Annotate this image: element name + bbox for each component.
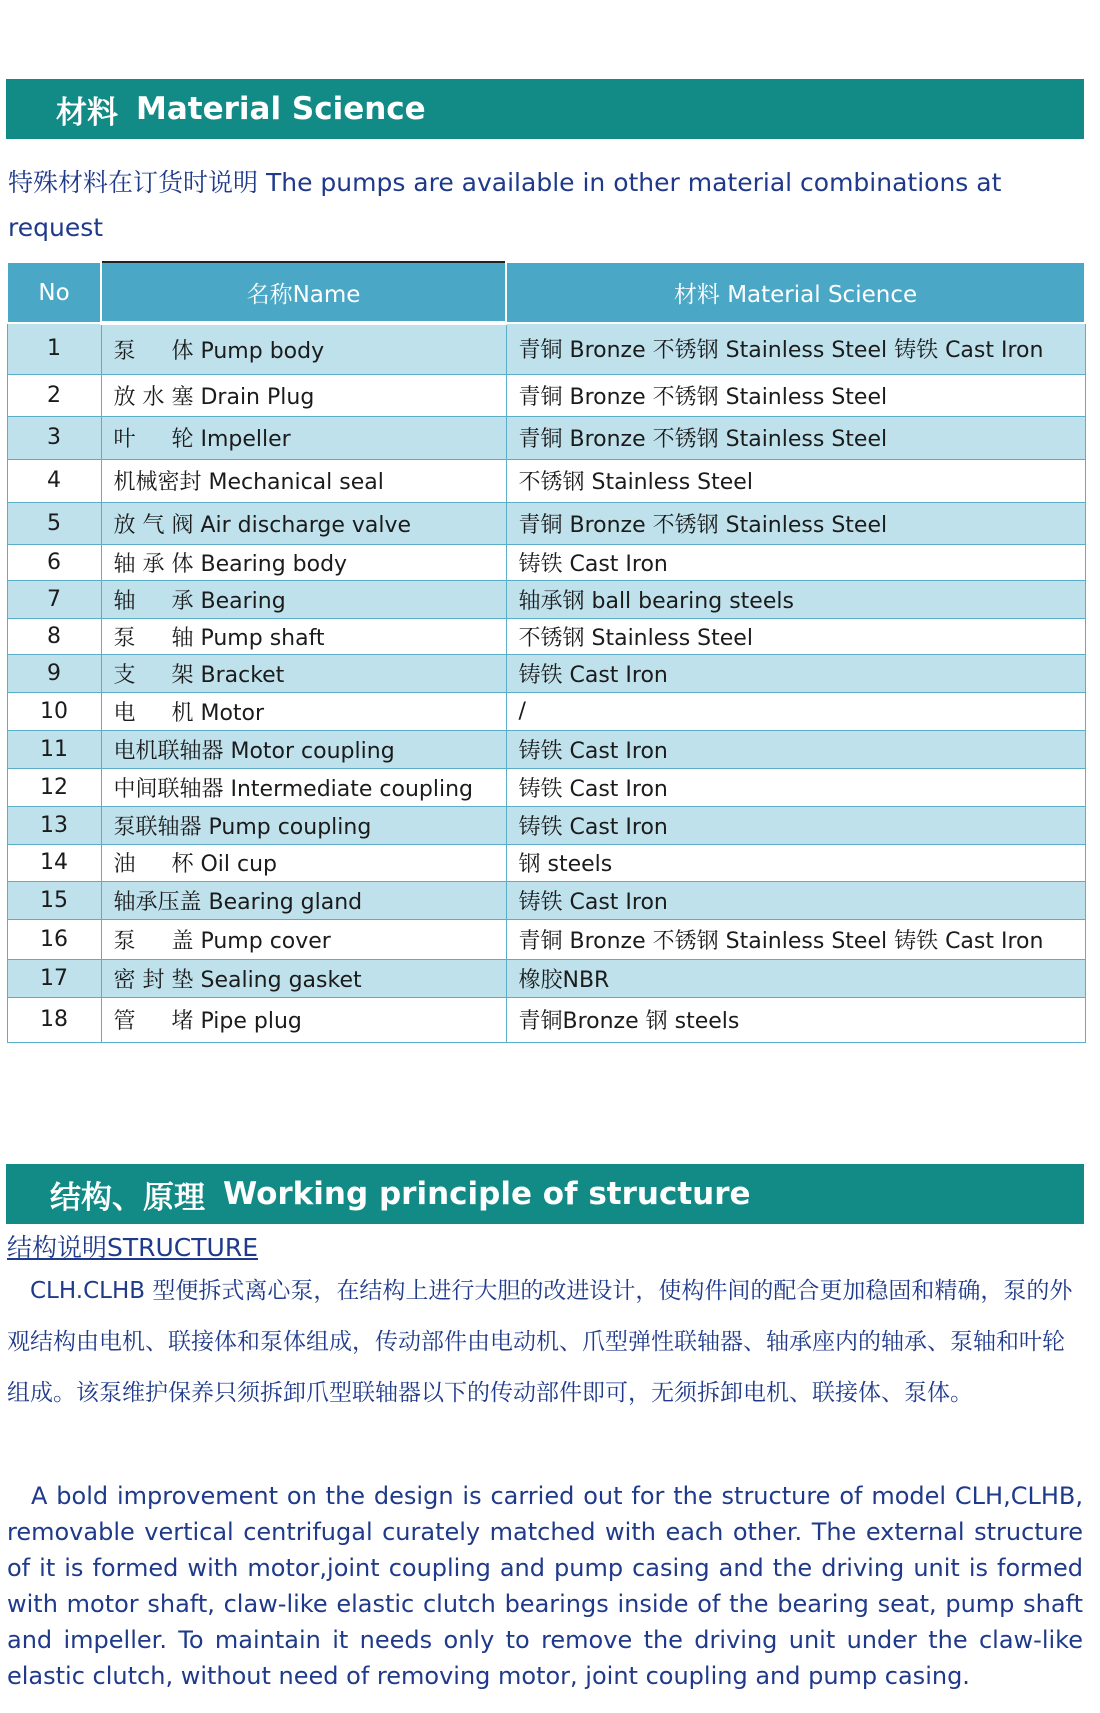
row-name-cell: 轴承压盖 Bearing gland xyxy=(101,881,506,919)
row-name-cell: 叶 轮 Impeller xyxy=(101,416,506,459)
row-material-cell: 青铜Bronze 钢 steels xyxy=(506,997,1085,1042)
table-row xyxy=(7,502,1085,544)
row-material-cell: 青铜 Bronze 不锈钢 Stainless Steel xyxy=(506,502,1085,544)
structure-subtitle: 结构说明STRUCTURE xyxy=(7,1233,259,1262)
material-table-body xyxy=(7,323,1085,1042)
row-material-cell: 铸铁 Cast Iron xyxy=(506,654,1085,692)
table-row xyxy=(7,580,1085,618)
table-row xyxy=(7,544,1085,580)
table-row xyxy=(7,654,1085,692)
row-material-cell: 不锈钢 Stainless Steel xyxy=(506,459,1085,502)
table-row xyxy=(7,997,1085,1042)
row-no-cell: 4 xyxy=(7,459,101,502)
row-material-cell: 不锈钢 Stainless Steel xyxy=(506,618,1085,654)
row-name-cell: 轴 承 Bearing xyxy=(101,580,506,618)
table-row xyxy=(7,806,1085,844)
table-row xyxy=(7,323,1085,374)
structure-paragraph-en: A bold improvement on the design is carried out for the structure of model CLH,CLHB, removable vertical centrifugal curately matched with each other. The external structure of it is formed with motor,joint coupling and pump casing and the driving unit is formed with motor shaft, claw-like elastic clutch bearings inside of the bearing seat, pump shaft and impeller. To maintain it needs only to remove the driving unit under the claw-like elastic clutch, without need of removing motor, joint coupling and pump casing. xyxy=(7,1482,1083,1690)
row-no-cell: 13 xyxy=(7,806,101,844)
row-material-cell: / xyxy=(506,692,1085,730)
row-name-cell: 泵 体 Pump body xyxy=(101,323,506,374)
structure-section-banner xyxy=(6,1164,1084,1224)
row-name-cell: 油 杯 Oil cup xyxy=(101,844,506,881)
row-material-cell: 铸铁 Cast Iron xyxy=(506,768,1085,806)
structure-paragraph-cn: CLH.CLHB 型便拆式离心泵，在结构上进行大胆的改进设计，使构件间的配合更加稳固和精确，泵的外观结构由电机、联接体和泵体组成，传动部件由电动机、爪型弹性联轴器、轴承座内的轴承、泵轴和叶轮组成。该泵维护保养只须拆卸爪型联轴器以下的传动部件即可，无须拆卸电机、联接体、泵体。 xyxy=(7,1278,1073,1406)
table-row xyxy=(7,919,1085,959)
table-row xyxy=(7,768,1085,806)
structure-title-cn: 结构、原理 xyxy=(50,1179,205,1216)
material-note: 特殊材料在订货时说明 The pumps are available in other material combinations at request xyxy=(8,168,1002,242)
row-name-cell: 电 机 Motor xyxy=(101,692,506,730)
row-no-cell: 15 xyxy=(7,881,101,919)
header-material: 材料 Material Science xyxy=(506,262,1085,323)
material-table xyxy=(6,261,1086,1043)
row-material-cell: 铸铁 Cast Iron xyxy=(506,730,1085,768)
row-no-cell: 11 xyxy=(7,730,101,768)
table-header-row xyxy=(7,262,1085,323)
row-material-cell: 青铜 Bronze 不锈钢 Stainless Steel 铸铁 Cast Iron xyxy=(506,919,1085,959)
row-no-cell: 2 xyxy=(7,374,101,416)
row-name-cell: 电机联轴器 Motor coupling xyxy=(101,730,506,768)
row-name-cell: 支 架 Bracket xyxy=(101,654,506,692)
row-no-cell: 1 xyxy=(7,323,101,374)
row-no-cell: 7 xyxy=(7,580,101,618)
row-material-cell: 轴承钢 ball bearing steels xyxy=(506,580,1085,618)
row-no-cell: 5 xyxy=(7,502,101,544)
row-material-cell: 橡胶NBR xyxy=(506,959,1085,997)
row-name-cell: 放 水 塞 Drain Plug xyxy=(101,374,506,416)
row-name-cell: 泵联轴器 Pump coupling xyxy=(101,806,506,844)
row-no-cell: 6 xyxy=(7,544,101,580)
row-material-cell: 青铜 Bronze 不锈钢 Stainless Steel 铸铁 Cast Iron xyxy=(506,323,1085,374)
material-section-banner xyxy=(6,79,1084,139)
material-title-cn: 材料 xyxy=(56,94,118,131)
header-no: No xyxy=(7,262,101,323)
row-material-cell: 铸铁 Cast Iron xyxy=(506,544,1085,580)
table-row xyxy=(7,618,1085,654)
row-name-cell: 密 封 垫 Sealing gasket xyxy=(101,959,506,997)
row-name-cell: 泵 盖 Pump cover xyxy=(101,919,506,959)
row-name-cell: 管 堵 Pipe plug xyxy=(101,997,506,1042)
row-name-cell: 机械密封 Mechanical seal xyxy=(101,459,506,502)
row-material-cell: 青铜 Bronze 不锈钢 Stainless Steel xyxy=(506,374,1085,416)
row-no-cell: 14 xyxy=(7,844,101,881)
table-row xyxy=(7,459,1085,502)
table-row xyxy=(7,374,1085,416)
row-name-cell: 轴 承 体 Bearing body xyxy=(101,544,506,580)
row-no-cell: 9 xyxy=(7,654,101,692)
table-row xyxy=(7,881,1085,919)
row-material-cell: 铸铁 Cast Iron xyxy=(506,806,1085,844)
row-no-cell: 17 xyxy=(7,959,101,997)
header-name: 名称Name xyxy=(101,262,506,323)
table-row xyxy=(7,730,1085,768)
row-material-cell: 铸铁 Cast Iron xyxy=(506,881,1085,919)
row-no-cell: 16 xyxy=(7,919,101,959)
row-name-cell: 泵 轴 Pump shaft xyxy=(101,618,506,654)
row-material-cell: 青铜 Bronze 不锈钢 Stainless Steel xyxy=(506,416,1085,459)
table-row xyxy=(7,959,1085,997)
material-title-en: Material Science xyxy=(136,91,426,127)
row-no-cell: 10 xyxy=(7,692,101,730)
row-name-cell: 中间联轴器 Intermediate coupling xyxy=(101,768,506,806)
row-no-cell: 8 xyxy=(7,618,101,654)
table-row xyxy=(7,416,1085,459)
row-no-cell: 12 xyxy=(7,768,101,806)
row-material-cell: 钢 steels xyxy=(506,844,1085,881)
table-row xyxy=(7,844,1085,881)
structure-title-en: Working principle of structure xyxy=(223,1176,751,1212)
row-name-cell: 放 气 阀 Air discharge valve xyxy=(101,502,506,544)
row-no-cell: 18 xyxy=(7,997,101,1042)
row-no-cell: 3 xyxy=(7,416,101,459)
table-row xyxy=(7,692,1085,730)
